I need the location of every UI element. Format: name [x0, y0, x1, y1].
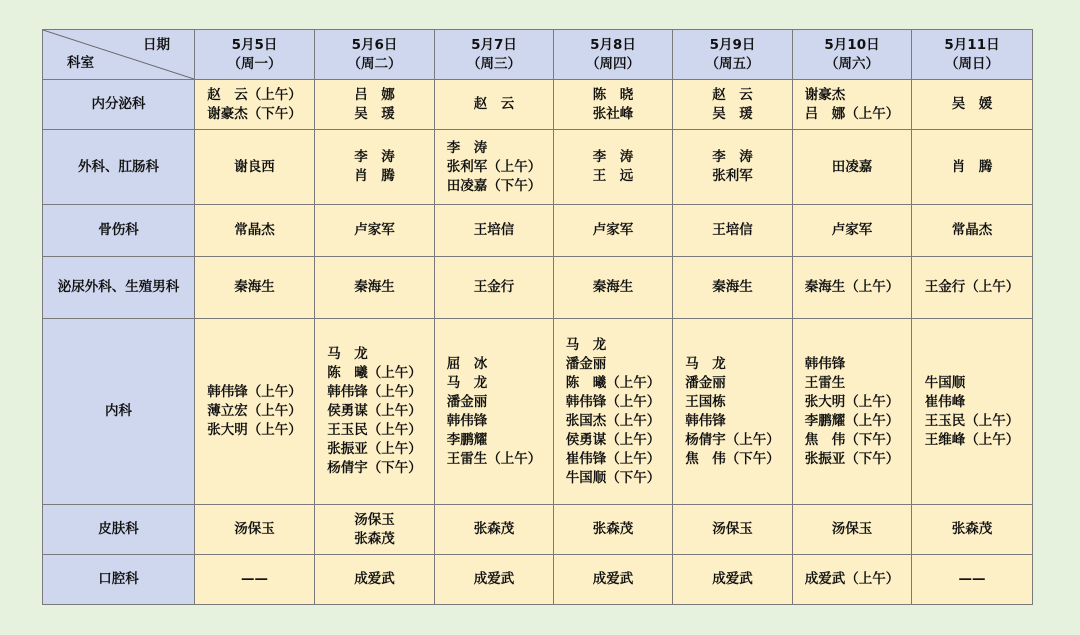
- duty-cell: [195, 505, 315, 555]
- doctor-entry: 陈 晓: [592, 86, 634, 103]
- department-name: 口腔科: [43, 555, 195, 605]
- duty-cell: [793, 505, 912, 555]
- doctor-entry: 张国杰（上午）: [565, 412, 661, 429]
- department-row: [43, 319, 1033, 505]
- duty-cell: [435, 130, 554, 205]
- doctor-entry: 韩伟锋: [685, 412, 726, 429]
- date-header-cell: [673, 30, 793, 80]
- department-row: [43, 130, 1033, 205]
- doctor-entry: 王国栋: [685, 393, 726, 410]
- doctor-entry: 汤保玉: [234, 521, 275, 537]
- duty-cell: [793, 257, 912, 319]
- duty-cell: [315, 80, 435, 130]
- doctor-entry: 杨倩宇（下午）: [327, 460, 422, 476]
- doctor-entry: 杨倩宇（上午）: [685, 431, 780, 448]
- doctor-entry: 韩伟锋（上午）: [207, 384, 302, 400]
- duty-cell: [673, 80, 793, 130]
- doctor-entry: 韩伟锋: [446, 412, 488, 429]
- doctor-entry: 赵 云: [712, 86, 753, 103]
- doctor-entry: 汤保玉: [831, 521, 873, 537]
- doctor-entry: 秦海生: [712, 279, 753, 295]
- duty-cell: [554, 130, 673, 205]
- duty-cell: [912, 80, 1033, 130]
- duty-cell: [912, 205, 1033, 257]
- duty-cell: [435, 319, 554, 505]
- department-name: 骨伤科: [43, 205, 195, 257]
- doctor-entry: 吴 瑗: [712, 105, 753, 122]
- doctor-entry: 张森茂: [473, 521, 515, 537]
- date-label: 5月6日: [351, 36, 398, 53]
- duty-cell: [554, 555, 673, 605]
- duty-cell: [912, 130, 1033, 205]
- doctor-entry: 潘金丽: [446, 393, 488, 410]
- department-name: 泌尿外科、生殖男科: [43, 257, 195, 319]
- doctor-entry: 王培信: [473, 222, 515, 238]
- doctor-entry: 马 龙: [565, 336, 607, 353]
- doctor-entry: 田凌嘉: [831, 158, 873, 175]
- weekday-label: （周二）: [347, 55, 402, 72]
- doctor-entry: 马 龙: [327, 346, 368, 362]
- duty-cell: [315, 257, 435, 319]
- doctor-entry: 张振亚（下午）: [804, 450, 900, 467]
- doctor-entry: 张社峰: [592, 105, 634, 122]
- doctor-entry: 韩伟锋（上午）: [565, 393, 661, 410]
- duty-cell: [435, 205, 554, 257]
- department-row: [43, 505, 1033, 555]
- duty-cell: [315, 205, 435, 257]
- doctor-entry: 马 龙: [446, 374, 488, 391]
- doctor-entry: 成爱武（上午）: [804, 571, 900, 587]
- duty-cell: [673, 130, 793, 205]
- doctor-entry: 秦海生（上午）: [804, 279, 900, 295]
- doctor-entry: 潘金丽: [685, 374, 726, 391]
- doctor-entry: 谢豪杰: [804, 86, 846, 103]
- doctor-entry: 李 涛: [592, 149, 634, 165]
- doctor-entry: 成爱武: [712, 571, 753, 587]
- date-label: 5月8日: [590, 36, 636, 53]
- duty-cell: [554, 205, 673, 257]
- doctor-entry: 侯勇谋（上午）: [565, 431, 661, 448]
- duty-cell: [554, 505, 673, 555]
- header-row: [43, 30, 1033, 80]
- doctor-entry: 王雷生: [804, 374, 846, 391]
- doctor-entry: 常晶杰: [951, 222, 993, 238]
- duty-cell: [315, 319, 435, 505]
- weekday-label: （周五）: [705, 55, 760, 72]
- doctor-entry: 李鹏耀: [446, 431, 488, 448]
- doctor-entry: 崔伟峰: [924, 393, 966, 410]
- duty-cell: [912, 257, 1033, 319]
- duty-cell: [315, 505, 435, 555]
- doctor-entry: 成爱武: [592, 571, 634, 587]
- date-label: 5月5日: [231, 36, 278, 53]
- doctor-entry: 汤保玉: [712, 521, 753, 537]
- weekday-label: （周一）: [227, 55, 282, 72]
- duty-cell: [673, 505, 793, 555]
- doctor-entry: 汤保玉: [354, 511, 395, 528]
- doctor-entry: 李 涛: [712, 149, 753, 165]
- duty-cell: [912, 319, 1033, 505]
- date-header-cell: [315, 30, 435, 80]
- doctor-entry: 潘金丽: [565, 355, 607, 372]
- weekday-label: （周三）: [467, 55, 521, 72]
- doctor-entry: 肖 腾: [354, 168, 395, 184]
- doctor-entry: 田凌嘉（下午）: [446, 177, 542, 194]
- doctor-entry: 张大明（上午）: [804, 393, 900, 410]
- doctor-entry: 韩伟锋（上午）: [327, 384, 422, 400]
- doctor-entry: 王金行（上午）: [924, 279, 1020, 295]
- doctor-entry: 张森茂: [592, 521, 634, 537]
- duty-cell: [793, 205, 912, 257]
- department-row: [43, 80, 1033, 130]
- doctor-entry: 秦海生: [592, 279, 634, 295]
- date-label: 5月11日: [944, 36, 1000, 53]
- date-axis-label: 日期: [143, 37, 170, 53]
- duty-cell: [554, 257, 673, 319]
- date-label: 5月10日: [824, 36, 880, 53]
- doctor-entry: 张利军: [712, 168, 753, 184]
- duty-cell: [435, 80, 554, 130]
- duty-cell: [195, 130, 315, 205]
- diagonal-divider: [43, 30, 194, 79]
- duty-cell: [435, 555, 554, 605]
- duty-cell: [554, 319, 673, 505]
- doctor-entry: 卢家军: [354, 222, 395, 238]
- doctor-entry: 吴 媛: [951, 96, 993, 112]
- weekday-label: （周四）: [586, 55, 640, 72]
- doctor-entry: 李鹏耀（上午）: [804, 412, 900, 429]
- doctor-entry: 成爱武: [354, 571, 395, 587]
- doctor-entry: 谢良西: [234, 158, 275, 175]
- doctor-entry: 肖 腾: [951, 158, 993, 175]
- doctor-entry: 焦 伟（下午）: [804, 431, 900, 448]
- doctor-entry: 秦海生: [234, 279, 275, 295]
- doctor-entry: 赵 云: [473, 96, 515, 112]
- duty-cell: [195, 555, 315, 605]
- date-header-cell: [435, 30, 554, 80]
- weekday-label: （周六）: [825, 55, 879, 72]
- duty-cell: [793, 555, 912, 605]
- doctor-entry: 陈 曦（上午）: [565, 374, 661, 391]
- duty-cell: [195, 319, 315, 505]
- doctor-entry: 张利军（上午）: [446, 158, 542, 175]
- doctor-entry: 张森茂: [354, 530, 395, 547]
- duty-cell: [673, 205, 793, 257]
- doctor-entry: 韩伟锋: [804, 355, 846, 372]
- date-header-cell: [912, 30, 1033, 80]
- doctor-entry: 马 龙: [685, 355, 726, 372]
- doctor-entry: 张森茂: [951, 521, 993, 537]
- duty-cell: [315, 130, 435, 205]
- doctor-entry: 王 远: [592, 168, 634, 184]
- duty-cell: [912, 555, 1033, 605]
- doctor-entry: 牛国顺（下午）: [565, 469, 661, 486]
- department-row: [43, 555, 1033, 605]
- doctor-entry: 焦 伟（下午）: [685, 450, 780, 467]
- date-header-cell: [195, 30, 315, 80]
- doctor-entry: 谢豪杰（下午）: [207, 105, 302, 122]
- doctor-entry: 卢家军: [831, 222, 873, 238]
- doctor-entry: 成爱武: [473, 571, 515, 587]
- doctor-entry: 王培信: [712, 222, 753, 238]
- duty-cell: [554, 80, 673, 130]
- department-name: 皮肤科: [43, 505, 195, 555]
- doctor-entry: 陈 曦（上午）: [327, 365, 422, 381]
- duty-cell: [435, 505, 554, 555]
- doctor-entry: 王雷生（上午）: [446, 450, 542, 467]
- duty-cell: [673, 319, 793, 505]
- doctor-entry: 王金行: [473, 279, 515, 295]
- duty-cell: [435, 257, 554, 319]
- department-name: 内科: [43, 319, 195, 505]
- department-name: 外科、肛肠科: [43, 130, 195, 205]
- doctor-entry: 侯勇谋（上午）: [327, 403, 422, 419]
- duty-cell: [912, 505, 1033, 555]
- duty-cell: [315, 555, 435, 605]
- duty-schedule-table: [42, 29, 1033, 605]
- doctor-entry: 吕 娜: [354, 86, 395, 103]
- doctor-entry: 王玉民（上午）: [924, 412, 1020, 429]
- department-row: [43, 205, 1033, 257]
- doctor-entry: 张振亚（上午）: [327, 441, 422, 457]
- weekday-label: （周日）: [945, 55, 999, 72]
- corner-header-cell: [43, 30, 195, 80]
- doctor-entry: 薄立宏（上午）: [207, 403, 302, 419]
- date-header-cell: [793, 30, 912, 80]
- duty-cell: [195, 80, 315, 130]
- doctor-entry: 李 涛: [354, 149, 395, 165]
- date-label: 5月9日: [709, 36, 756, 53]
- duty-cell: [793, 130, 912, 205]
- doctor-entry: 屈 冰: [446, 355, 488, 372]
- doctor-entry: 张大明（上午）: [207, 422, 302, 438]
- doctor-entry: 崔伟锋（上午）: [565, 450, 661, 467]
- doctor-entry: ——: [241, 571, 268, 587]
- department-name: 内分泌科: [43, 80, 195, 130]
- duty-cell: [673, 555, 793, 605]
- duty-cell: [673, 257, 793, 319]
- doctor-entry: 赵 云（上午）: [207, 86, 302, 103]
- date-label: 5月7日: [471, 36, 517, 53]
- duty-cell: [195, 205, 315, 257]
- doctor-entry: 牛国顺: [924, 374, 966, 391]
- doctor-entry: 常晶杰: [234, 222, 275, 238]
- duty-cell: [793, 319, 912, 505]
- doctor-entry: 王维峰（上午）: [924, 431, 1020, 448]
- date-header-cell: [554, 30, 673, 80]
- duty-cell: [195, 257, 315, 319]
- doctor-entry: 卢家军: [592, 222, 634, 238]
- department-row: [43, 257, 1033, 319]
- doctor-entry: 王玉民（上午）: [327, 422, 422, 438]
- duty-cell: [793, 80, 912, 130]
- doctor-entry: 秦海生: [354, 279, 395, 295]
- department-axis-label: 科室: [67, 55, 94, 71]
- doctor-entry: 李 涛: [446, 139, 488, 156]
- doctor-entry: 吕 娜（上午）: [804, 105, 900, 122]
- doctor-entry: ——: [958, 571, 986, 587]
- doctor-entry: 吴 瑗: [354, 105, 395, 122]
